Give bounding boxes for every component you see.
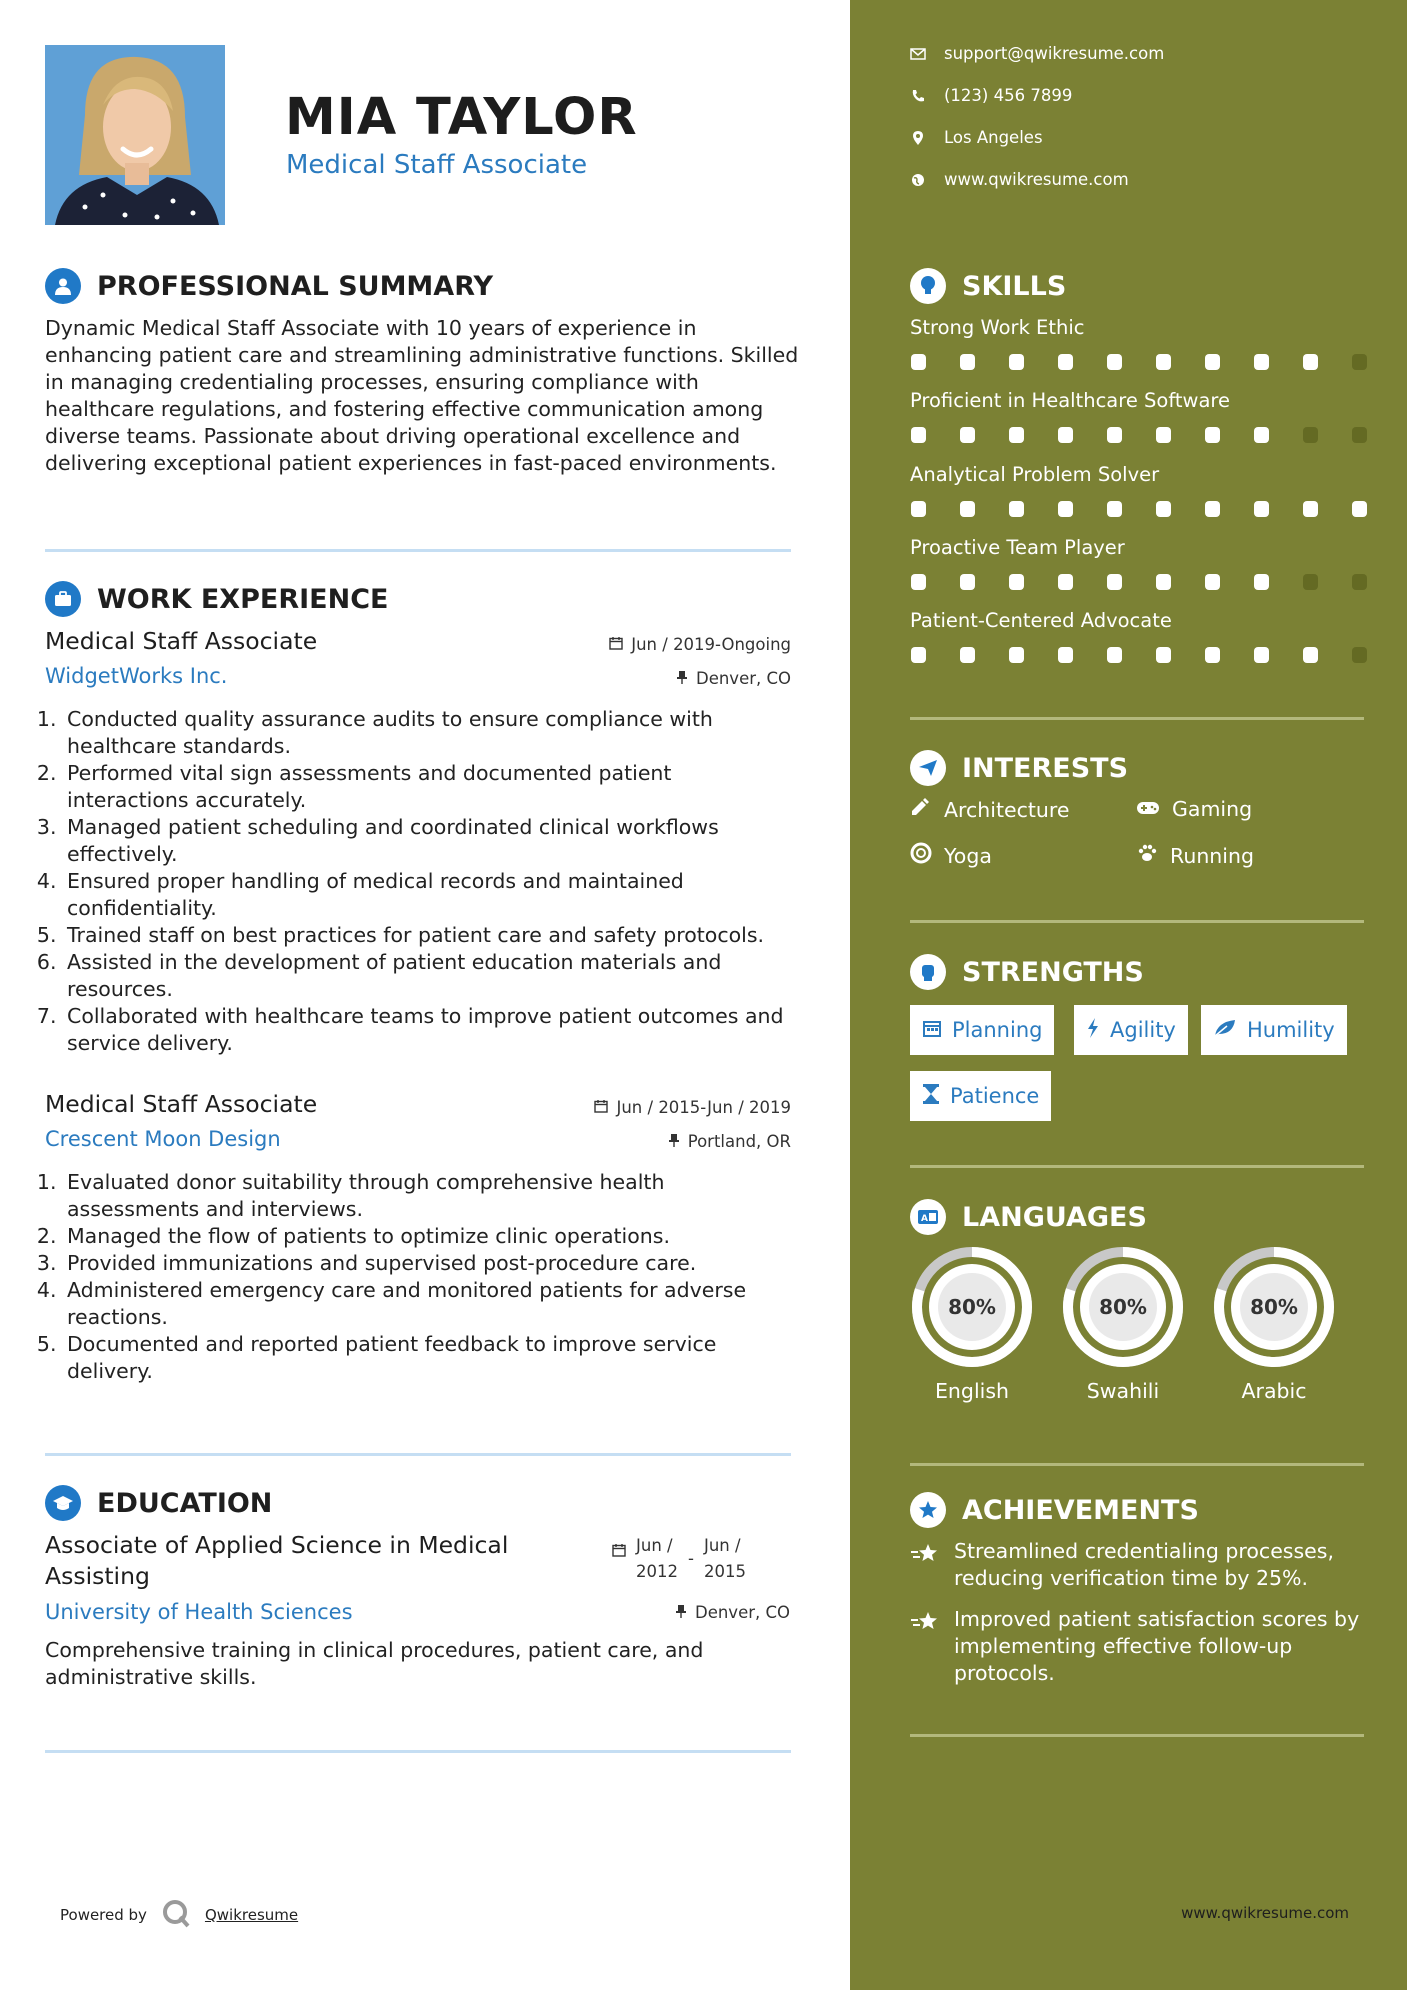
strength-label: Patience xyxy=(950,1084,1040,1108)
strengths-title: STRENGTHS xyxy=(962,956,1144,988)
education-date xyxy=(612,1533,746,1585)
contact-phone-text: (123) 456 7899 xyxy=(944,86,1073,105)
skill-dot-filled xyxy=(1254,354,1269,370)
interest-item xyxy=(1136,797,1252,821)
education-location xyxy=(675,1603,790,1622)
user-icon xyxy=(45,268,81,304)
skill-dot-filled xyxy=(960,354,975,370)
achievement-item xyxy=(910,1606,1370,1687)
skill-dot-filled xyxy=(911,354,926,370)
contact-website-text[interactable]: www.qwikresume.com xyxy=(944,170,1129,189)
list-item: 6. Assisted in the development of patient education materials and resources. xyxy=(63,949,791,1003)
skill-dot-filled xyxy=(1254,647,1269,663)
skill-dot-empty xyxy=(1352,427,1367,443)
star-badge-icon xyxy=(910,1492,946,1528)
summary-heading xyxy=(45,268,493,304)
interest-label: Architecture xyxy=(944,797,1070,822)
summary-text: Dynamic Medical Staff Associate with 10 years of experience in enhancing patient care and streamlining administrative functions. Skilled in managing credentialing processes, ensuring compliance with healthcare regulations, and fostering effective communication among diverse teams. Passionate about driving operational excellence and delivering exceptional patient experiences in fast-paced environments. xyxy=(45,316,799,475)
job-title: Medical Staff Associate xyxy=(45,627,318,655)
skills-title: SKILLS xyxy=(962,270,1067,302)
job-location-text: Denver, CO xyxy=(695,669,791,688)
skill-dot-empty xyxy=(1352,354,1367,370)
achievement-text: Improved patient satisfaction scores by implementing effective follow-up protocols. xyxy=(954,1607,1360,1685)
sidebar xyxy=(850,0,1407,1990)
skill-item xyxy=(910,463,1370,517)
pencil-ruler-icon xyxy=(910,797,932,822)
list-item: 5. Documented and reported patient feedback to improve service delivery. xyxy=(63,1331,791,1385)
language-ring xyxy=(910,1245,1034,1369)
strength-label: Agility xyxy=(1110,1018,1176,1042)
interest-label: Running xyxy=(1170,843,1255,868)
fist-icon xyxy=(910,954,946,990)
skill-item xyxy=(910,609,1370,663)
section-divider xyxy=(45,549,791,552)
pin-icon xyxy=(668,1132,680,1151)
skill-name: Analytical Problem Solver xyxy=(910,463,1160,486)
language-icon xyxy=(910,1199,946,1235)
qwikresume-logo-icon xyxy=(161,1898,191,1932)
education-heading xyxy=(45,1485,272,1521)
skill-dot-filled xyxy=(1303,501,1318,517)
envelope-icon xyxy=(910,48,926,60)
list-item: 1. Conducted quality assurance audits to ensure compliance with healthcare standards. xyxy=(63,706,791,760)
section-divider xyxy=(910,717,1364,720)
job-date-text: Jun / 2019-Ongoing xyxy=(631,635,791,654)
language-name: Swahili xyxy=(1086,1379,1160,1403)
interest-item xyxy=(910,797,1070,822)
skill-dot-filled xyxy=(1107,354,1122,370)
candidate-role: Medical Staff Associate xyxy=(286,150,588,180)
interest-item xyxy=(1136,842,1254,869)
graduation-cap-icon xyxy=(45,1485,81,1521)
skill-dot-filled xyxy=(1156,501,1171,517)
skill-dot-filled xyxy=(1254,501,1269,517)
powered-by xyxy=(60,1898,298,1932)
job-entry xyxy=(45,1090,791,1385)
language-item xyxy=(910,1245,1034,1403)
strengths-heading xyxy=(910,954,1144,990)
education-start xyxy=(636,1533,678,1585)
skill-dot-filled xyxy=(1009,647,1024,663)
skill-dot-empty xyxy=(1303,427,1318,443)
leaf-icon xyxy=(1213,1018,1237,1043)
section-divider xyxy=(910,1463,1364,1466)
education-title: EDUCATION xyxy=(97,1487,273,1519)
pin-icon xyxy=(676,669,688,688)
powered-by-label: Powered by xyxy=(60,1906,147,1924)
skill-dot-filled xyxy=(960,501,975,517)
strength-tag xyxy=(910,1071,1051,1121)
candidate-name: MIA TAYLOR xyxy=(285,88,638,147)
skill-dot-filled xyxy=(1009,354,1024,370)
language-item xyxy=(1212,1245,1336,1403)
skill-dot-filled xyxy=(1254,574,1269,590)
strength-tag xyxy=(910,1005,1054,1055)
skill-item xyxy=(910,389,1370,443)
job-title: Medical Staff Associate xyxy=(45,1090,318,1118)
briefcase-icon xyxy=(45,581,81,617)
skill-name: Strong Work Ethic xyxy=(910,316,1085,339)
achievements-title: ACHIEVEMENTS xyxy=(962,1494,1199,1526)
skill-dot-filled xyxy=(911,427,926,443)
calendar-icon xyxy=(609,635,623,654)
section-divider xyxy=(45,1750,791,1753)
contact-email xyxy=(910,44,1164,63)
skill-dot-empty xyxy=(1303,574,1318,590)
skill-dot-filled xyxy=(1254,427,1269,443)
experience-heading xyxy=(45,581,388,617)
language-percent: 80% xyxy=(1250,1295,1298,1319)
skill-dot-filled xyxy=(960,427,975,443)
list-item: 5. Trained staff on best practices for patient care and safety protocols. xyxy=(63,922,791,949)
list-item: 3. Provided immunizations and supervised post-procedure care. xyxy=(63,1250,791,1277)
skill-dot-filled xyxy=(1205,427,1220,443)
interests-title: INTERESTS xyxy=(962,752,1129,784)
footer-website[interactable]: www.qwikresume.com xyxy=(1181,1904,1349,1922)
skill-dot-filled xyxy=(1009,501,1024,517)
list-item: 3. Managed patient scheduling and coordinated clinical workflows effectively. xyxy=(63,814,791,868)
hourglass-icon xyxy=(922,1083,940,1110)
skill-rating xyxy=(911,501,1370,517)
phone-icon xyxy=(910,89,926,103)
shooting-star-icon xyxy=(910,1538,940,1592)
contact-phone xyxy=(910,86,1072,105)
achievement-item xyxy=(910,1538,1370,1592)
language-ring xyxy=(1212,1245,1336,1369)
education-degree: Associate of Applied Science in Medical Assisting xyxy=(45,1531,509,1590)
education-end-year: 2015 xyxy=(703,1562,746,1581)
shooting-star-icon xyxy=(910,1606,940,1687)
contact-location xyxy=(910,128,1043,147)
bolt-icon xyxy=(1086,1017,1100,1044)
skill-dot-filled xyxy=(1009,574,1024,590)
job-bullets xyxy=(45,706,791,1057)
strength-tag xyxy=(1201,1005,1347,1055)
education-start-year: 2012 xyxy=(636,1562,678,1581)
skill-dot-filled xyxy=(911,501,926,517)
education-start-month: Jun / xyxy=(636,1536,673,1555)
strength-tag xyxy=(1074,1005,1188,1055)
language-percent: 80% xyxy=(948,1295,996,1319)
language-item xyxy=(1061,1245,1185,1403)
globe-icon xyxy=(910,173,926,187)
skill-rating xyxy=(911,427,1370,443)
calendar-icon xyxy=(594,1098,608,1117)
language-name: Arabic xyxy=(1241,1379,1307,1403)
education-description: Comprehensive training in clinical procedures, patient care, and administrative skills. xyxy=(45,1638,704,1689)
skill-dot-filled xyxy=(1205,354,1220,370)
skill-dot-filled xyxy=(1303,647,1318,663)
achievements-heading xyxy=(910,1492,1199,1528)
section-divider xyxy=(45,1453,791,1456)
skill-dot-filled xyxy=(1352,501,1367,517)
skill-dot-filled xyxy=(960,647,975,663)
list-item: 4. Administered emergency care and monitored patients for adverse reactions. xyxy=(63,1277,791,1331)
interests-heading xyxy=(910,750,1128,786)
skill-name: Proactive Team Player xyxy=(910,536,1125,559)
interest-item xyxy=(910,842,992,869)
skill-dot-filled xyxy=(1156,354,1171,370)
skill-name: Proficient in Healthcare Software xyxy=(910,389,1230,412)
skill-rating xyxy=(911,354,1370,370)
skill-dot-filled xyxy=(1205,647,1220,663)
skill-dot-filled xyxy=(1009,427,1024,443)
job-date xyxy=(609,635,791,654)
experience-title: WORK EXPERIENCE xyxy=(97,583,389,615)
contact-email-text[interactable]: support@qwikresume.com xyxy=(944,44,1165,63)
map-marker-icon xyxy=(910,130,926,146)
contact-website xyxy=(910,170,1129,189)
languages-title: LANGUAGES xyxy=(962,1201,1147,1233)
section-divider xyxy=(910,920,1364,923)
skill-dot-filled xyxy=(1107,501,1122,517)
skill-dot-filled xyxy=(911,574,926,590)
skill-rating xyxy=(911,647,1370,663)
list-item: 2. Performed vital sign assessments and documented patient interactions accurately. xyxy=(63,760,791,814)
strength-label: Planning xyxy=(952,1018,1043,1042)
languages-heading xyxy=(910,1199,1147,1235)
skill-dot-filled xyxy=(1303,354,1318,370)
contact-location-text: Los Angeles xyxy=(944,128,1043,147)
list-item: 1. Evaluated donor suitability through comprehensive health assessments and interviews. xyxy=(63,1169,791,1223)
lifebuoy-icon xyxy=(910,842,932,869)
education-date-separator: - xyxy=(688,1549,694,1568)
section-divider xyxy=(910,1165,1364,1168)
interest-label: Yoga xyxy=(944,843,992,868)
section-divider xyxy=(910,1734,1364,1737)
profile-photo xyxy=(45,45,225,225)
job-location-text: Portland, OR xyxy=(687,1132,791,1151)
job-bullets xyxy=(45,1169,791,1385)
paw-icon xyxy=(1136,842,1158,869)
skill-dot-filled xyxy=(1205,574,1220,590)
education-location-text: Denver, CO xyxy=(694,1603,790,1622)
skill-dot-filled xyxy=(1058,647,1073,663)
education-end xyxy=(704,1533,746,1585)
job-date-text: Jun / 2015-Jun / 2019 xyxy=(616,1098,791,1117)
skill-dot-filled xyxy=(1058,354,1073,370)
job-entry xyxy=(45,627,791,1057)
skill-item xyxy=(910,316,1370,370)
language-percent: 80% xyxy=(1099,1295,1147,1319)
job-company: WidgetWorks Inc. xyxy=(45,664,228,688)
achievement-text: Streamlined credentialing processes, reducing verification time by 25%. xyxy=(954,1539,1334,1590)
summary-title: PROFESSIONAL SUMMARY xyxy=(97,270,494,302)
skill-dot-filled xyxy=(1107,574,1122,590)
interest-label: Gaming xyxy=(1172,797,1253,821)
powered-by-link[interactable]: Qwikresume xyxy=(204,1906,299,1924)
list-item: 7. Collaborated with healthcare teams to improve patient outcomes and service delivery. xyxy=(63,1003,791,1057)
svg-text:A: A xyxy=(921,1214,928,1224)
skill-dot-empty xyxy=(1352,574,1367,590)
language-name: English xyxy=(934,1379,1010,1403)
calendar-icon xyxy=(612,1533,626,1585)
job-date xyxy=(594,1098,791,1117)
job-company: Crescent Moon Design xyxy=(45,1127,281,1151)
skill-dot-filled xyxy=(911,647,926,663)
skill-dot-filled xyxy=(1156,427,1171,443)
language-ring xyxy=(1061,1245,1185,1369)
skill-dot-filled xyxy=(1107,647,1122,663)
pin-icon xyxy=(675,1603,687,1622)
education-end-month: Jun / xyxy=(703,1536,741,1555)
paper-plane-icon xyxy=(910,750,946,786)
list-item: 4. Ensured proper handling of medical records and maintained confidentiality. xyxy=(63,868,791,922)
skill-dot-filled xyxy=(1205,501,1220,517)
skill-dot-filled xyxy=(1107,427,1122,443)
skill-dot-filled xyxy=(1058,501,1073,517)
gamepad-icon xyxy=(1136,797,1160,821)
education-school: University of Health Sciences xyxy=(45,1600,353,1624)
calendar-icon xyxy=(922,1018,942,1043)
skill-dot-filled xyxy=(1058,574,1073,590)
skill-dot-empty xyxy=(1352,647,1367,663)
lightbulb-icon xyxy=(910,268,946,304)
skill-item xyxy=(910,536,1370,590)
skill-dot-filled xyxy=(1156,647,1171,663)
job-location xyxy=(676,669,791,688)
strength-label: Humility xyxy=(1247,1018,1335,1042)
skill-name: Patient-Centered Advocate xyxy=(910,609,1172,632)
job-location xyxy=(668,1132,791,1151)
skills-heading xyxy=(910,268,1066,304)
skill-rating xyxy=(911,574,1370,590)
skill-dot-filled xyxy=(1156,574,1171,590)
skill-dot-filled xyxy=(960,574,975,590)
list-item: 2. Managed the flow of patients to optimize clinic operations. xyxy=(63,1223,791,1250)
skill-dot-filled xyxy=(1058,427,1073,443)
